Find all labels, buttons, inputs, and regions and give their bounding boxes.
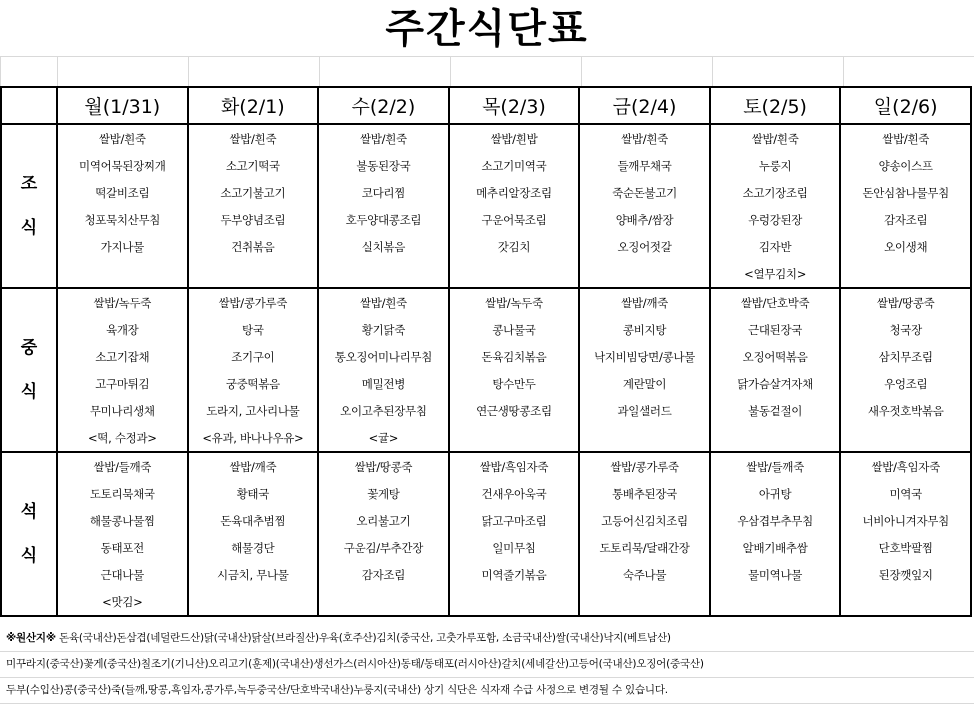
menu-item: 감자조림: [840, 206, 971, 233]
menu-row: [1, 507, 971, 534]
meal-label: 조 식: [1, 124, 57, 288]
menu-item: 미역줄기볶음: [449, 561, 580, 588]
menu-item: 미역어묵된장찌개: [57, 152, 188, 179]
menu-row: [1, 179, 971, 206]
menu-item: [840, 260, 971, 288]
menu-item: 해물콩나물찜: [57, 507, 188, 534]
menu-item: 쌀밥/흑임자죽: [449, 452, 580, 480]
menu-item: [449, 260, 580, 288]
menu-item: <열무김치>: [710, 260, 841, 288]
corner-cell: [1, 87, 57, 124]
menu-item: 오징어젓갈: [579, 233, 710, 260]
menu-row: [1, 480, 971, 507]
menu-item: 계란말이: [579, 370, 710, 397]
menu-item: 메추리알장조림: [449, 179, 580, 206]
meal-label: 중 식: [1, 288, 57, 452]
menu-item: 김자반: [710, 233, 841, 260]
menu-item: [449, 588, 580, 616]
menu-item: 소고기미역국: [449, 152, 580, 179]
origin-notes: [0, 626, 974, 704]
menu-item: 닭가슴살겨자채: [710, 370, 841, 397]
menu-item: 쌀밥/들깨죽: [57, 452, 188, 480]
menu-item: 도토리묵채국: [57, 480, 188, 507]
menu-item: 쌀밥/들깨죽: [710, 452, 841, 480]
menu-item: 쌀밥/흰죽: [579, 124, 710, 152]
menu-item: 쌀밥/콩가루죽: [579, 452, 710, 480]
menu-item: 소고기떡국: [188, 152, 319, 179]
day-header: 수(2/2): [318, 87, 449, 124]
menu-item: 고구마튀김: [57, 370, 188, 397]
menu-item: 황기닭죽: [318, 316, 449, 343]
menu-item: 궁중떡볶음: [188, 370, 319, 397]
menu-item: 죽순돈불고기: [579, 179, 710, 206]
menu-item: 소고기불고기: [188, 179, 319, 206]
menu-item: 건취볶음: [188, 233, 319, 260]
menu-item: 육개장: [57, 316, 188, 343]
menu-item: 연근생땅콩조림: [449, 397, 580, 424]
menu-item: 탕수만두: [449, 370, 580, 397]
menu-row: [1, 152, 971, 179]
menu-item: 오징어떡볶음: [710, 343, 841, 370]
menu-item: 도토리묵/달래간장: [579, 534, 710, 561]
menu-item: 쌀밥/땅콩죽: [318, 452, 449, 480]
origin-text: 돈육(국내산)돈삼겹(네덜란드산)닭(국내산)닭살(브라질산)우육(호주산)김치(중국산, 고춧가루포함, 소금국내산)쌀(국내산)낙지(베트남산): [59, 632, 671, 644]
menu-row: [1, 206, 971, 233]
meal-label: 석 식: [1, 452, 57, 616]
menu-item: 쌀밥/녹두죽: [57, 288, 188, 316]
menu-row: [1, 124, 971, 152]
menu-row: [1, 233, 971, 260]
menu-item: 근대된장국: [710, 316, 841, 343]
menu-item: 무미나리생채: [57, 397, 188, 424]
menu-item: 우엉조림: [840, 370, 971, 397]
menu-item: 소고기잡채: [57, 343, 188, 370]
menu-item: 메밀전병: [318, 370, 449, 397]
menu-item: 동태포전: [57, 534, 188, 561]
menu-item: 쌀밥/녹두죽: [449, 288, 580, 316]
menu-item: [57, 260, 188, 288]
day-header: 월(1/31): [57, 87, 188, 124]
day-header: 금(2/4): [579, 87, 710, 124]
menu-item: 두부양념조림: [188, 206, 319, 233]
menu-item: 알배기배추쌈: [710, 534, 841, 561]
menu-item: 실치볶음: [318, 233, 449, 260]
menu-item: 쌀밥/흰밥: [449, 124, 580, 152]
menu-item: 양송이스프: [840, 152, 971, 179]
menu-item: 황태국: [188, 480, 319, 507]
menu-item: 물미역나물: [710, 561, 841, 588]
origin-note-line: 두부(수입산)콩(중국산)죽(들깨,땅콩,흑임자,콩가루,녹두중국산/단호박국내산)누룽지(국내산) 상기 식단은 식자재 수급 사정으로 변경될 수 있습니다.: [0, 678, 974, 704]
menu-item: 쌀밥/콩가루죽: [188, 288, 319, 316]
menu-item: 불동겉절이: [710, 397, 841, 424]
menu-row: [1, 424, 971, 452]
menu-item: 시금치, 무나물: [188, 561, 319, 588]
menu-item: 쌀밥/흰죽: [188, 124, 319, 152]
menu-row: [1, 588, 971, 616]
menu-item: 닭고구마조림: [449, 507, 580, 534]
menu-item: 쌀밥/깨죽: [579, 288, 710, 316]
menu-item: 들깨무채국: [579, 152, 710, 179]
origin-label: ※원산지※: [6, 632, 56, 644]
menu-item: 쌀밥/단호박죽: [710, 288, 841, 316]
menu-item: 일미무침: [449, 534, 580, 561]
menu-item: 구운어묵조림: [449, 206, 580, 233]
day-header: 화(2/1): [188, 87, 319, 124]
day-header: 목(2/3): [449, 87, 580, 124]
menu-item: <떡, 수정과>: [57, 424, 188, 452]
menu-row: [1, 397, 971, 424]
menu-item: 쌀밥/흑임자죽: [840, 452, 971, 480]
menu-item: 건새우아욱국: [449, 480, 580, 507]
menu-item: 과일샐러드: [579, 397, 710, 424]
menu-item: [710, 424, 841, 452]
menu-item: 꽃게탕: [318, 480, 449, 507]
menu-item: 해물경단: [188, 534, 319, 561]
menu-item: 코다리찜: [318, 179, 449, 206]
menu-item: 콩비지탕: [579, 316, 710, 343]
menu-item: 단호박팔찜: [840, 534, 971, 561]
menu-item: [449, 424, 580, 452]
menu-item: 오리불고기: [318, 507, 449, 534]
menu-item: 우렁강된장: [710, 206, 841, 233]
day-header: 토(2/5): [710, 87, 841, 124]
menu-item: 감자조림: [318, 561, 449, 588]
menu-item: 돈안심참나물무침: [840, 179, 971, 206]
menu-item: 조기구이: [188, 343, 319, 370]
menu-item: 돈육김치볶음: [449, 343, 580, 370]
menu-item: 낙지비빔당면/콩나물: [579, 343, 710, 370]
menu-item: 소고기장조림: [710, 179, 841, 206]
menu-item: <유과, 바나나우유>: [188, 424, 319, 452]
menu-row: [1, 316, 971, 343]
menu-item: 쌀밥/깨죽: [188, 452, 319, 480]
page-title: 주간식단표: [385, 6, 589, 52]
menu-item: 가지나물: [57, 233, 188, 260]
weekly-menu-table: [0, 86, 972, 617]
menu-row: [1, 534, 971, 561]
menu-item: [579, 424, 710, 452]
day-header-row: [1, 87, 971, 124]
menu-item: 콩나물국: [449, 316, 580, 343]
menu-item: 우삼겹부추무침: [710, 507, 841, 534]
menu-item: 통배추된장국: [579, 480, 710, 507]
menu-item: <맛김>: [57, 588, 188, 616]
menu-row: [1, 452, 971, 480]
menu-item: 아귀탕: [710, 480, 841, 507]
menu-item: 너비아니겨자무침: [840, 507, 971, 534]
menu-row: [1, 370, 971, 397]
menu-item: 떡갈비조림: [57, 179, 188, 206]
menu-row: [1, 288, 971, 316]
menu-row: [1, 343, 971, 370]
menu-item: 오이생채: [840, 233, 971, 260]
menu-item: 쌀밥/흰죽: [57, 124, 188, 152]
menu-item: 도라지, 고사리나물: [188, 397, 319, 424]
menu-item: 오이고추된장무침: [318, 397, 449, 424]
menu-item: 쌀밥/흰죽: [318, 288, 449, 316]
menu-item: 고등어신김치조림: [579, 507, 710, 534]
menu-item: 근대나물: [57, 561, 188, 588]
origin-note-line: [0, 626, 974, 652]
menu-item: [188, 588, 319, 616]
menu-item: [579, 260, 710, 288]
menu-item: 새우젓호박볶음: [840, 397, 971, 424]
day-header: 일(2/6): [840, 87, 971, 124]
menu-item: 호두양대콩조림: [318, 206, 449, 233]
menu-item: [710, 588, 841, 616]
menu-item: 청포묵치산무침: [57, 206, 188, 233]
menu-item: [318, 260, 449, 288]
menu-item: 돈육대추범찜: [188, 507, 319, 534]
menu-row: [1, 260, 971, 288]
menu-item: 된장깻잎지: [840, 561, 971, 588]
menu-item: 미역국: [840, 480, 971, 507]
menu-item: 쌀밥/흰죽: [710, 124, 841, 152]
menu-item: 누룽지: [710, 152, 841, 179]
menu-item: 구운김/부추간장: [318, 534, 449, 561]
menu-item: <귤>: [318, 424, 449, 452]
menu-item: 삼치무조림: [840, 343, 971, 370]
menu-item: 불동된장국: [318, 152, 449, 179]
menu-item: 양배추/쌈장: [579, 206, 710, 233]
top-grid: [0, 56, 974, 86]
menu-item: [840, 424, 971, 452]
menu-item: 쌀밥/흰죽: [840, 124, 971, 152]
menu-item: 청국장: [840, 316, 971, 343]
menu-item: [579, 588, 710, 616]
menu-item: [188, 260, 319, 288]
menu-item: 통오징어미나리무침: [318, 343, 449, 370]
menu-item: [318, 588, 449, 616]
menu-item: 탕국: [188, 316, 319, 343]
menu-item: 쌀밥/흰죽: [318, 124, 449, 152]
menu-item: 숙주나물: [579, 561, 710, 588]
origin-note-line: 미꾸라지(중국산)꽃게(중국산)칠조기(기니산)오리고기(훈제)(국내산)생선가스(러시아산)동태/동태포(러시아산)갈치(세네갈산)고등어(국내산)오징어(중국산): [0, 652, 974, 678]
menu-item: 갓김치: [449, 233, 580, 260]
menu-item: 쌀밥/땅콩죽: [840, 288, 971, 316]
menu-row: [1, 561, 971, 588]
menu-item: [840, 588, 971, 616]
